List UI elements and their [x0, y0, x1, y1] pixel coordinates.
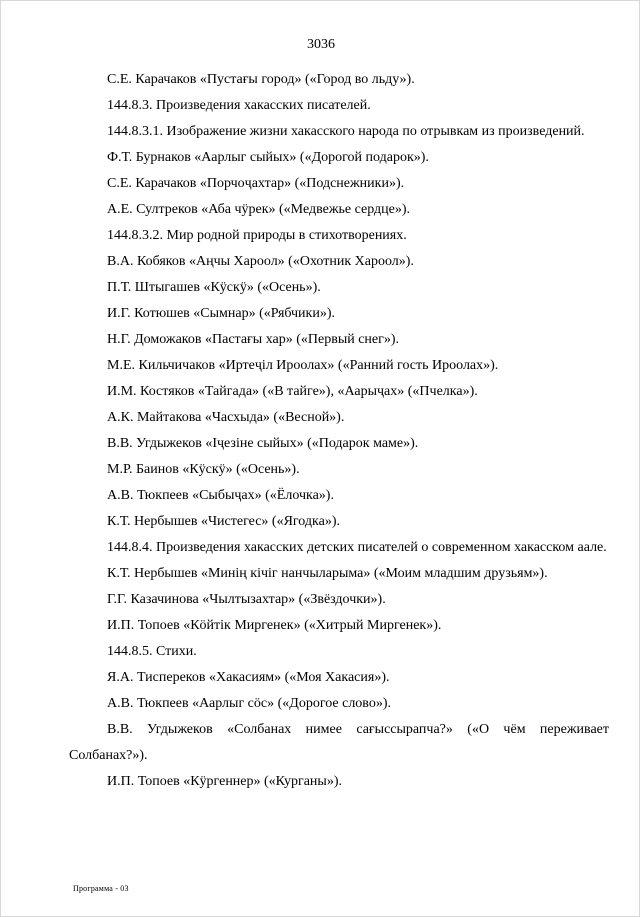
section-heading: 144.8.5. Стихи.: [107, 644, 197, 659]
paragraph: А.В. Тюкпеев «Аарлыг сӧс» («Дорогое слово»).: [107, 696, 391, 711]
paragraph: М.Р. Баинов «Кӱскӱ» («Осень»).: [107, 462, 300, 477]
paragraph: Ф.Т. Бурнаков «Аарлыг сыйых» («Дорогой подарок»).: [107, 150, 429, 165]
paragraph: Я.А. Тиспереков «Хакасиям» («Моя Хакасия»).: [107, 670, 390, 685]
paragraph: И.П. Топоев «Кӧйтік Миргенек» («Хитрый Миргенек»).: [107, 618, 442, 633]
subsection-heading: 144.8.3.2. Мир родной природы в стихотворениях.: [107, 228, 407, 243]
paragraph: С.Е. Карачаков «Пустағы город» («Город во льду»).: [107, 72, 415, 87]
paragraph: И.П. Топоев «Кӱргеннер» («Курганы»).: [107, 774, 342, 789]
subsection-heading: 144.8.3.1. Изображение жизни хакасского народа по отрывкам из произведений.: [107, 124, 585, 139]
paragraph: И.М. Костяков «Тайгада» («В тайге»), «Аарыҷах» («Пчелка»).: [107, 384, 478, 399]
paragraph: К.Т. Нербышев «Чистегес» («Ягодка»).: [107, 514, 340, 529]
paragraph: А.К. Майтакова «Часхыда» («Весной»).: [107, 410, 345, 425]
paragraph: Г.Г. Казачинова «Чылтызахтар» («Звёздочки»).: [107, 592, 386, 607]
paragraph: В.В. Угдыжеков «Солбанах нимее сағыссырапча?» («О чём переживает Солбанах?»).: [69, 722, 609, 763]
paragraph: М.Е. Кильчичаков «Иртеҷіл Ироолах» («Ранний гость Ироолах»).: [107, 358, 499, 373]
paragraph: П.Т. Штыгашев «Кӱскӱ» («Осень»).: [107, 280, 321, 295]
section-heading: 144.8.4. Произведения хакасских детских писателей о современном хакасском аале.: [107, 540, 607, 555]
paragraph: А.Е. Султреков «Аба чӱрек» («Медвежье сердце»).: [107, 202, 411, 217]
paragraph: И.Г. Котюшев «Сымнар» («Рябчики»).: [107, 306, 336, 321]
page-footer: Программа - 03: [73, 884, 129, 893]
paragraph: В.А. Кобяков «Аңчы Хароол» («Охотник Хароол»).: [107, 254, 414, 269]
section-heading: 144.8.3. Произведения хакасских писателей.: [107, 98, 371, 113]
paragraph: А.В. Тюкпеев «Сыбыҷах» («Ёлочка»).: [107, 488, 334, 503]
paragraph: В.В. Угдыжеков «Іҷезіне сыйых» («Подарок маме»).: [107, 436, 419, 451]
document-body: [69, 67, 609, 795]
paragraph: Н.Г. Доможаков «Пастағы хар» («Первый снег»).: [107, 332, 400, 347]
paragraph: К.Т. Нербышев «Минің кічіг нанчыларыма» («Моим младшим друзьям»).: [107, 566, 548, 581]
paragraph: С.Е. Карачаков «Порчоҷахтар» («Подснежники»).: [107, 176, 405, 191]
page-number: 3036: [307, 37, 335, 52]
